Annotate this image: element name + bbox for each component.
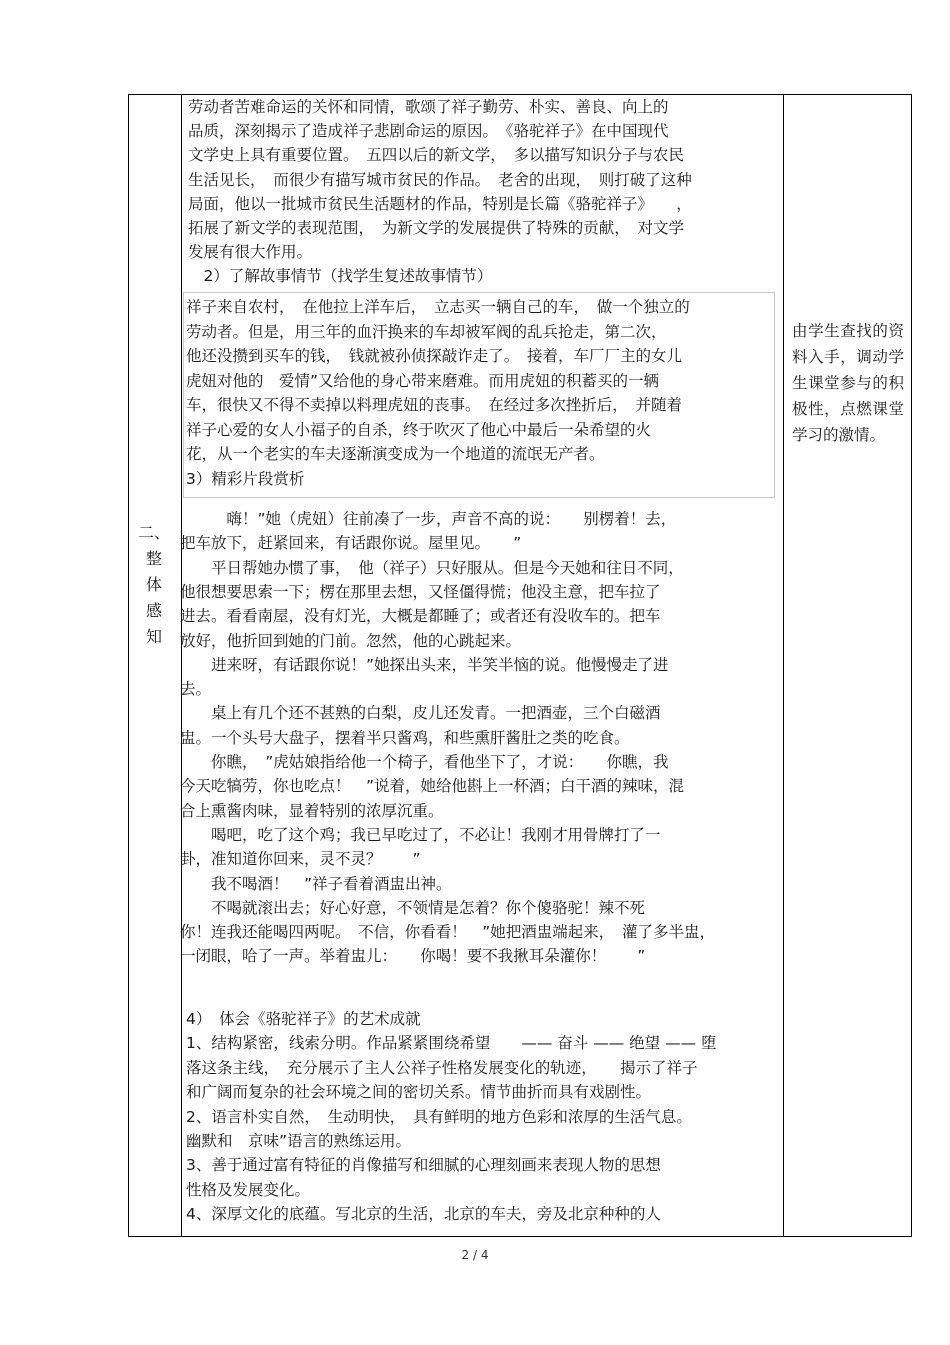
text-line: 嗨！”她（虎妞）往前凑了一步，声音不高的说： 别楞着！去， [180, 510, 677, 528]
text-line: 合上熏酱肉味，显着特别的浓厚沉重。 [180, 801, 444, 820]
text-line: 花，从一个老实的车夫逐渐演变成为一个地道的流氓无产者。 [186, 445, 605, 463]
text-line: 平日帮她办惯了事， 他（祥子）只好服从。但是今天她和往日不同， [180, 558, 684, 577]
text-line: 放好，他折回到她的门前。忽然，他的心跳起来。 [180, 631, 522, 650]
teaching-note: 由学生查找的资料入手，调动学生课堂参与的积极性，点燃课堂学习的激情。 [792, 322, 904, 444]
text-line: 今天吃犒劳，你也吃点！ ”说着，她给他斟上一杯酒；白干酒的辣味，混 [180, 777, 685, 796]
text-line: 2）了解故事情节（找学生复述故事情节） [188, 267, 493, 286]
text-line: 不喝就滚出去；好心好意，不领情是怎着？你个傻骆驼！辣不死 [180, 898, 646, 917]
text-line: 4） 体会《骆驼祥子》的艺术成就 [186, 1010, 421, 1028]
column-divider [783, 95, 784, 1236]
text-line: 你！连我还能喝四两呢。 不信，你看看！ ”她把酒盅端起来， 灌了多半盅， [180, 923, 716, 942]
section-label-char: 整 [145, 549, 162, 568]
section-label-char: 体 [145, 575, 162, 594]
text-line: 一闭眼，哈了一声。举着盅儿： 你喝！要不我揪耳朵灌你！ ” [180, 947, 646, 966]
text-line: 去。 [180, 680, 212, 699]
text-line: 祥子心爱的女人小福子的自杀，终于吹灭了他心中最后一朵希望的火 [186, 420, 652, 439]
section-label-char: 感 [145, 601, 162, 620]
text-line: 卦，准知道你回来，灵不灵？ ” [180, 850, 421, 869]
text-line: 品质，深刻揭示了造成祥子悲剧命运的原因。 《骆驼祥子》在中国现代 [188, 122, 669, 141]
text-line: 祥子来自农村， 在他拉上洋车后， 立志买一辆自己的车， 做一个独立的 [186, 298, 690, 316]
text-line: 喝吧，吃了这个鸡；我已早吃过了，不必让！我刚才用骨牌打了一 [180, 825, 661, 844]
section-label [134, 520, 174, 650]
text-line: 幽默和 京味”语言的熟练运用。 [186, 1132, 412, 1150]
text-line: 落这条主线， 充分展示了主人公祥子性格发展变化的轨迹， 揭示了祥子 [186, 1058, 698, 1077]
text-line: 4、深厚文化的底蕴。写北京的生活，北京的车夫，旁及北京种种的人 [186, 1205, 661, 1224]
text-line: 虎妞对他的 爱情”又给他的身心带来磨难。而用虎妞的积蓄买的一辆 [186, 371, 660, 390]
text-line: 劳动者苦难命运的关怀和同情，歌颂了祥子勤劳、朴实、善良、向上的 [188, 98, 669, 116]
text-line: 我不喝酒！ ”祥子看着酒盅出神。 [180, 874, 452, 893]
text-line: 2、语言朴实自然， 生动明快， 具有鲜明的地方色彩和浓厚的生活气息。 [186, 1107, 692, 1126]
text-line: 进去。看看南屋，没有灯光，大概是都睡了；或者还有没收车的。把车 [180, 607, 661, 626]
text-line: 盅。一个头号大盘子，摆着半只酱鸡，和些熏肝酱肚之类的吃食。 [180, 728, 630, 747]
section-label-char: 知 [145, 627, 162, 646]
text-line: 局面，他以一批城市贫民生活题材的作品，特别是长篇《骆驼祥子》 ， [188, 194, 692, 213]
text-line: 3、善于通过富有特征的肖像描写和细腻的心理刻画来表现人物的思想 [186, 1156, 661, 1175]
text-line: 1、结构紧密，线索分明。作品紧紧围绕希望 —— 奋斗 —— 绝望 —— 堕 [186, 1034, 717, 1053]
text-line: 把车放下，赶紧回来，有话跟你说。屋里见。 ” [180, 534, 522, 553]
text-line: 桌上有几个还不甚熟的白梨，皮儿还发青。一把酒壶，三个白磁酒 [180, 704, 661, 723]
text-line: 车，很快又不得不卖掉以料理虎妞的丧事。 在经过多次挫折后， 并随着 [186, 396, 683, 414]
text-line: 拓展了新文学的表现范围， 为新文学的发展提供了特殊的贡献， 对文学 [188, 219, 685, 237]
text-line: 性格及发展变化。 [186, 1180, 311, 1199]
text-line: 发展有很大作用。 [188, 243, 313, 262]
text-line: 他还没攒到买车的钱， 钱就被孙侦探敲诈走了。 接着，车厂厂主的女儿 [186, 347, 683, 365]
page-number: 2 / 4 [461, 1248, 489, 1262]
text-line: 你瞧， ”虎姑娘指给他一个椅子，看他坐下了，才说： 你瞧，我 [180, 753, 669, 771]
text-line: 生活见长， 而很少有描写城市贫民的作品。 老舍的出现， 则打破了这种 [188, 170, 692, 189]
text-line: 3）精彩片段赏析 [186, 469, 305, 488]
text-line: 和广阔而复杂的社会环境之间的密切关系。情节曲折而具有戏剧性。 [186, 1083, 652, 1102]
text-line: 进来呀，有话跟你说！”她探出头来，半笑半恼的说。他慢慢走了进 [180, 655, 669, 674]
text-line: 他很想要思索一下；楞在那里去想，又怪僵得慌；他没主意，把车拉了 [180, 582, 661, 601]
section-label-char: 二、 [137, 523, 170, 542]
text-line: 劳动者。但是，用三年的血汗换来的车却被军阀的乱兵抢走，第二次， [186, 322, 667, 341]
text-line: 文学史上具有重要位置。 五四以后的新文学， 多以描写知识分子与农民 [188, 146, 685, 165]
